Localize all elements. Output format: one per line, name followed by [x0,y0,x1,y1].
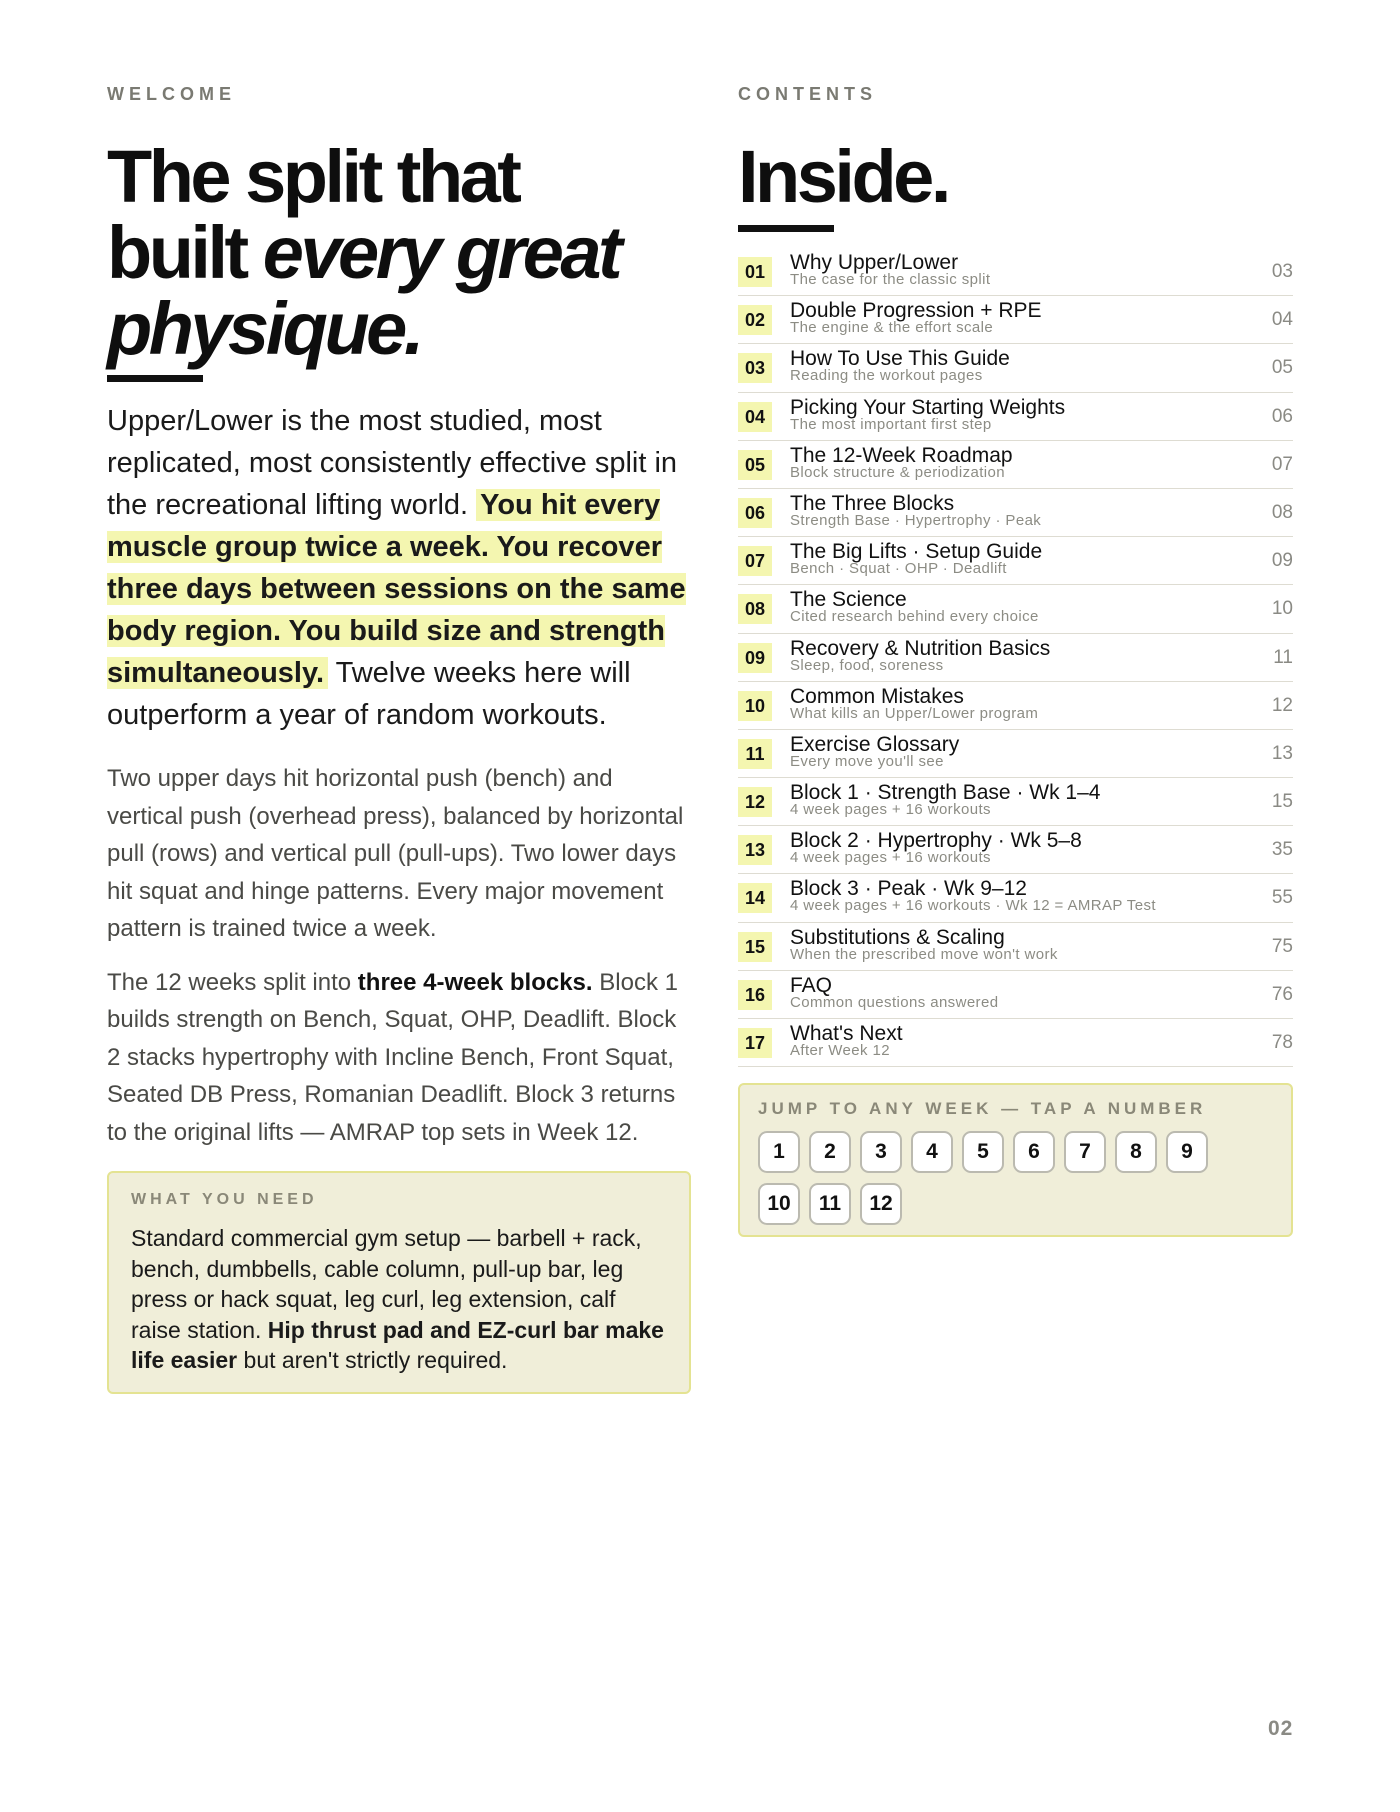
toc-item[interactable] [738,393,1293,441]
toc-subtitle: The engine & the effort scale [790,319,994,337]
week-11-button[interactable]: 11 [809,1183,851,1225]
headline-line-1: The split that [107,135,519,218]
need-text [131,1223,667,1376]
need-text-a: Standard commercial gym setup — barbell + rack, bench, dumbbells, cable column, pull-up bar, leg press or hack squat, leg curl, leg extension, calf raise station. [131,1225,642,1343]
toc-subtitle: After Week 12 [790,1042,890,1059]
week-3-button[interactable]: 3 [860,1131,902,1173]
toc-number: 17 [738,1028,772,1058]
toc-title: What's Next [790,1022,903,1045]
toc-page-number: 04 [1271,309,1293,331]
toc-subtitle: Cited research behind every choice [790,608,1039,626]
headline-underline [107,375,203,382]
toc-number: 10 [738,691,772,721]
toc-page-number: 08 [1271,501,1293,523]
toc-item[interactable] [738,489,1293,537]
toc-number: 16 [738,980,772,1010]
toc-page-number: 03 [1271,261,1293,282]
toc-subtitle: Bench · Squat · OHP · Deadlift [790,560,1007,578]
toc-subtitle: The case for the classic split [790,271,991,288]
toc-subtitle: Reading the workout pages [790,367,983,385]
contents-underline [738,225,834,232]
toc-subtitle: Common questions answered [790,993,999,1011]
contents-eyebrow: CONTENTS [738,84,877,104]
toc-title: Why Upper/Lower [790,251,959,274]
toc-title: Substitutions & Scaling [790,925,1005,949]
headline-line-2a: built [107,211,263,294]
contents-section [738,84,1293,1237]
week-4-button[interactable]: 4 [911,1131,953,1173]
lead-paragraph [107,400,691,736]
toc-title: The Three Blocks [790,491,955,515]
toc-item[interactable] [738,778,1293,826]
week-1-button[interactable]: 1 [758,1131,800,1173]
toc-number: 13 [738,835,772,865]
toc-page-number: 05 [1271,357,1293,379]
toc-item[interactable] [738,874,1293,922]
toc-page-number: 78 [1271,1032,1293,1053]
toc-item[interactable] [738,248,1293,296]
toc-subtitle: The most important first step [790,415,992,433]
need-text-bold: Hip thrust pad and EZ-curl bar make life easier [131,1316,664,1373]
toc-subtitle: Sleep, food, soreness [790,656,944,674]
para2-bold: three 4-week blocks. [357,968,593,996]
toc-subtitle: Every move you'll see [790,752,944,770]
toc-subtitle: 4 week pages + 16 workouts [790,849,991,867]
week-9-button[interactable]: 9 [1166,1131,1208,1173]
week-10-button[interactable]: 10 [758,1183,800,1225]
contents-title: Inside. [738,135,948,218]
toc-number: 06 [738,498,772,528]
toc-title: Double Progression + RPE [790,299,1042,323]
toc-title: Block 3 · Peak · Wk 9–12 [790,877,1027,901]
toc-item[interactable] [738,296,1293,344]
body-paragraph-2 [107,964,691,1152]
week-12-button[interactable]: 12 [860,1183,902,1225]
headline-line-3: physique. [107,287,421,370]
toc-page-number: 09 [1271,550,1293,572]
para2-text-b: Block 1 builds strength on Bench, Squat, OHP, Deadlift. Block 2 stacks hypertrophy with Incline Bench, Front Squat, Seated DB Press, Romanian Deadlift. Block 3 returns to the original lifts — AMRAP top sets in Week 12. [107,968,678,1146]
toc-page-number: 11 [1273,646,1293,668]
toc-title: The Science [790,588,907,612]
toc-page-number: 75 [1271,935,1293,957]
toc-page-number: 35 [1271,839,1293,861]
toc-title: Block 2 · Hypertrophy · Wk 5–8 [790,829,1082,853]
toc-page-number: 06 [1271,405,1293,427]
toc-subtitle: Block structure & periodization [790,463,1005,481]
lead-text-b: Twelve weeks here will outperform a year of random workouts. [107,657,631,731]
toc-title: Exercise Glossary [790,732,960,756]
toc-page-number: 12 [1271,694,1293,716]
toc-item[interactable] [738,826,1293,874]
toc-page-number: 13 [1271,742,1293,764]
week-6-button[interactable]: 6 [1013,1131,1055,1173]
lead-highlight: You hit every muscle group twice a week. You recover three days between sessions on the same body region. You build size and strength simultaneously. [107,489,686,689]
need-eyebrow: WHAT YOU NEED [131,1191,318,1208]
week-buttons [758,1131,1218,1225]
toc-title: Picking Your Starting Weights [790,395,1066,419]
need-text-b: but aren't strictly required. [243,1347,508,1373]
jump-eyebrow: JUMP TO ANY WEEK — TAP A NUMBER [758,1099,1207,1119]
week-2-button[interactable]: 2 [809,1131,851,1173]
toc-number: 05 [738,450,772,480]
toc-item[interactable] [738,344,1293,392]
what-you-need-callout [107,1171,691,1394]
jump-to-week-panel [738,1083,1293,1237]
toc-item[interactable] [738,441,1293,489]
toc-title: Recovery & Nutrition Basics [790,636,1051,660]
toc-title: Common Mistakes [790,684,964,708]
toc-item[interactable] [738,537,1293,585]
toc-page-number: 15 [1271,791,1293,813]
toc-item[interactable] [738,682,1293,730]
toc-item[interactable] [738,971,1293,1019]
toc-number: 03 [738,353,772,383]
toc-number: 07 [738,546,772,576]
toc-item[interactable] [738,634,1293,682]
toc-title: FAQ [790,973,833,997]
toc-subtitle: What kills an Upper/Lower program [790,704,1039,722]
toc-number: 12 [738,787,772,817]
toc-item[interactable] [738,730,1293,778]
lead-text-a: Upper/Lower is the most studied, most replicated, most consistently effective split in the recreational lifting world. [107,405,678,521]
toc-number: 02 [738,305,772,335]
toc-title: The Big Lifts · Setup Guide [790,540,1043,564]
toc-subtitle: 4 week pages + 16 workouts · Wk 12 = AMRAP Test [790,897,1156,915]
week-8-button[interactable]: 8 [1115,1131,1157,1173]
welcome-eyebrow: WELCOME [107,84,236,104]
body-paragraph-1: Two upper days hit horizontal push (bench) and vertical push (overhead press), balanced by horizontal pull (rows) and vertical pull (pull-ups). Two lower days hit squat and hinge patterns. Every major movement pattern is trained twice a week. [107,765,684,942]
toc-page-number: 10 [1271,598,1293,620]
toc-number: 15 [738,932,772,962]
toc-item[interactable] [738,923,1293,971]
toc-title: The 12-Week Roadmap [790,443,1013,467]
welcome-section [107,84,691,1394]
page-number: 02 [1268,1717,1294,1740]
toc-item[interactable] [738,585,1293,633]
toc-number: 14 [738,883,772,913]
headline-line-2b: every great [262,211,620,294]
toc-number: 01 [738,257,772,287]
toc-number: 04 [738,402,772,432]
toc-subtitle: 4 week pages + 16 workouts [790,801,991,819]
toc-page-number: 07 [1271,453,1293,475]
para2-text-a: The 12 weeks split into [107,968,352,996]
welcome-headline [107,135,691,370]
toc-number: 09 [738,643,772,673]
week-7-button[interactable]: 7 [1064,1131,1106,1173]
toc-subtitle: When the prescribed move won't work [790,945,1058,963]
toc-page-number: 55 [1271,887,1293,909]
toc-subtitle: Strength Base · Hypertrophy · Peak [790,511,1042,529]
toc-number: 08 [738,594,772,624]
table-of-contents [738,248,1293,1067]
toc-title: Block 1 · Strength Base · Wk 1–4 [790,781,1101,805]
week-5-button[interactable]: 5 [962,1131,1004,1173]
toc-page-number: 76 [1271,983,1293,1005]
toc-item[interactable] [738,1019,1293,1067]
toc-number: 11 [738,739,772,769]
toc-title: How To Use This Guide [790,347,1010,371]
